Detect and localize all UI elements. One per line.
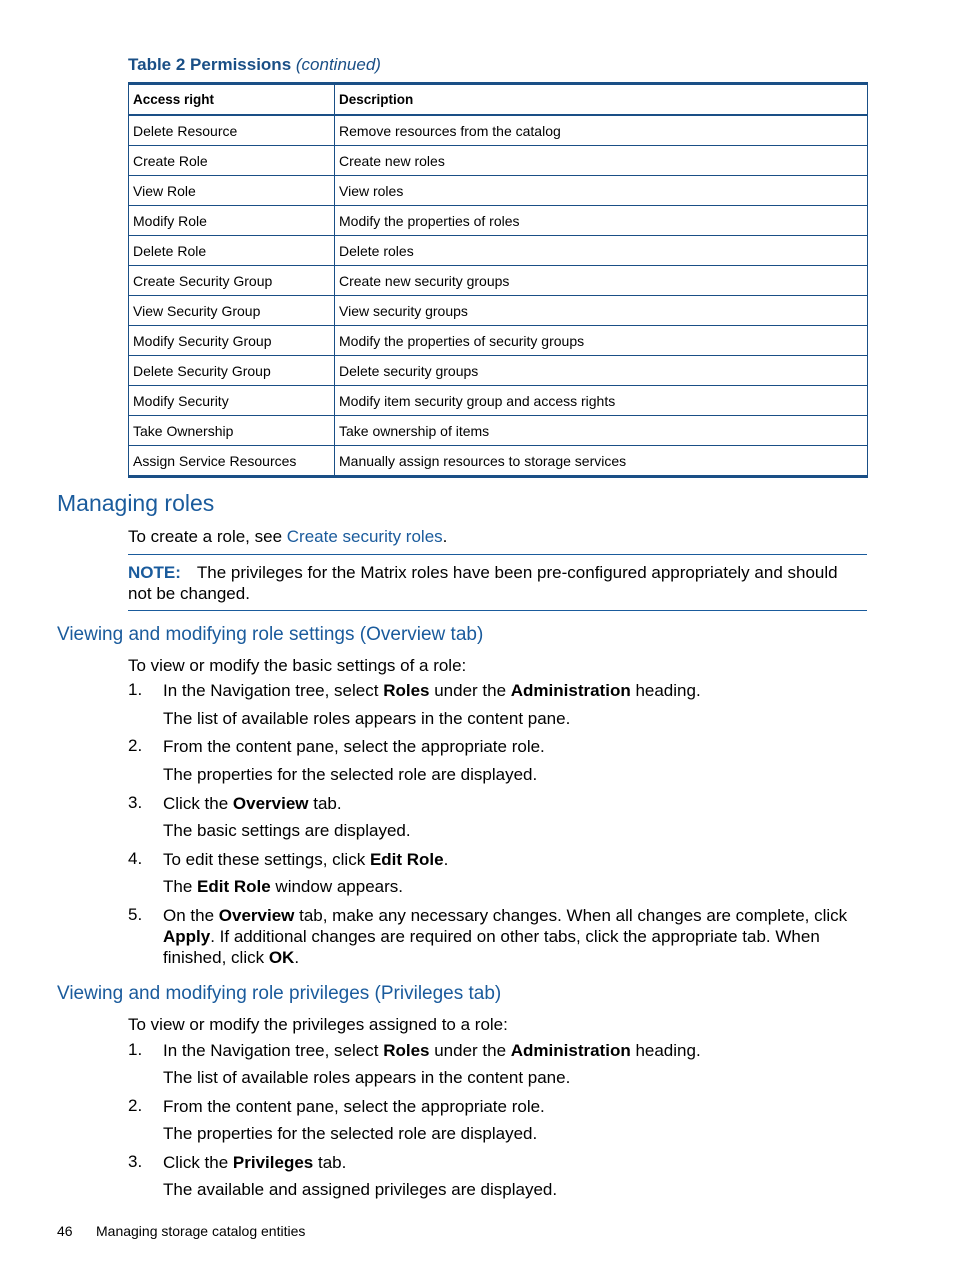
subsection-heading-privileges: Viewing and modifying role privileges (Privileges tab): [57, 983, 502, 1004]
description-cell: View security groups: [335, 296, 868, 326]
footer-section-title: Managing storage catalog entities: [96, 1223, 306, 1239]
table-row: [129, 296, 868, 326]
access-right-cell: Take Ownership: [129, 416, 335, 446]
table-row: [129, 356, 868, 386]
subsection-heading-overview: Viewing and modifying role settings (Overview tab): [57, 624, 484, 645]
description-cell: Remove resources from the catalog: [335, 115, 868, 146]
access-right-cell: View Role: [129, 176, 335, 206]
step-number: 2.: [128, 1096, 143, 1115]
table-row: [129, 446, 868, 477]
description-cell: Create new security groups: [335, 266, 868, 296]
access-right-cell: Assign Service Resources: [129, 446, 335, 477]
overview-step-1-result: The list of available roles appears in the content pane.: [163, 709, 571, 728]
privileges-step-2: From the content pane, select the appropriate role.: [163, 1097, 545, 1116]
privileges-step-1-result: The list of available roles appears in the content pane.: [163, 1068, 571, 1087]
overview-step-4: To edit these settings, click Edit Role.: [163, 850, 449, 869]
table-caption-label: Table 2 Permissions: [128, 55, 292, 74]
column-header-access-right: Access right: [129, 84, 335, 116]
note-bottom-rule: [128, 610, 867, 611]
description-cell: Delete roles: [335, 236, 868, 266]
description-cell: Delete security groups: [335, 356, 868, 386]
description-cell: Create new roles: [335, 146, 868, 176]
step-number: 3.: [128, 793, 143, 812]
description-cell: View roles: [335, 176, 868, 206]
table-row: [129, 326, 868, 356]
overview-step-3-result: The basic settings are displayed.: [163, 821, 411, 840]
table-row: [129, 115, 868, 146]
permissions-table: [128, 82, 868, 478]
access-right-cell: Delete Resource: [129, 115, 335, 146]
page-number: 46: [57, 1223, 73, 1239]
access-right-cell: Delete Role: [129, 236, 335, 266]
section-heading-managing-roles: Managing roles: [57, 490, 215, 516]
create-security-roles-link[interactable]: Create security roles: [286, 527, 443, 546]
table-caption: [128, 55, 381, 75]
access-right-cell: Delete Security Group: [129, 356, 335, 386]
table-header-row: [129, 84, 868, 116]
table-row: [129, 236, 868, 266]
column-header-description: Description: [335, 84, 868, 116]
note-text: The privileges for the Matrix roles have been pre-configured appropriately and should not be changed.: [128, 563, 838, 603]
overview-step-5: On the Overview tab, make any necessary changes. When all changes are complete, click Apply. If additional changes are required on other tabs, click the appropriate tab. When finished, click OK.: [163, 906, 848, 967]
overview-intro: To view or modify the basic settings of a role:: [128, 656, 467, 675]
access-right-cell: Modify Security: [129, 386, 335, 416]
overview-step-3: Click the Overview tab.: [163, 794, 342, 813]
access-right-cell: Create Security Group: [129, 266, 335, 296]
privileges-step-1: In the Navigation tree, select Roles under the Administration heading.: [163, 1041, 701, 1060]
note-box: [128, 562, 858, 604]
privileges-intro: To view or modify the privileges assigned to a role:: [128, 1015, 508, 1034]
access-right-cell: Create Role: [129, 146, 335, 176]
overview-step-2-result: The properties for the selected role are displayed.: [163, 765, 538, 784]
access-right-cell: View Security Group: [129, 296, 335, 326]
description-cell: Modify the properties of security groups: [335, 326, 868, 356]
table-row: [129, 176, 868, 206]
step-number: 1.: [128, 1040, 143, 1059]
description-cell: Modify the properties of roles: [335, 206, 868, 236]
privileges-step-3: Click the Privileges tab.: [163, 1153, 347, 1172]
step-number: 2.: [128, 736, 143, 755]
table-caption-suffix: (continued): [295, 55, 381, 74]
overview-step-1: In the Navigation tree, select Roles under the Administration heading.: [163, 681, 701, 700]
privileges-step-2-result: The properties for the selected role are displayed.: [163, 1124, 538, 1143]
description-cell: Take ownership of items: [335, 416, 868, 446]
step-number: 1.: [128, 680, 143, 699]
table-row: [129, 416, 868, 446]
note-label: NOTE:: [128, 563, 181, 582]
access-right-cell: Modify Security Group: [129, 326, 335, 356]
step-number: 4.: [128, 849, 143, 868]
overview-step-4-result: The Edit Role window appears.: [163, 877, 404, 896]
description-cell: Modify item security group and access rights: [335, 386, 868, 416]
table-row: [129, 266, 868, 296]
access-right-cell: Modify Role: [129, 206, 335, 236]
note-top-rule: [128, 554, 867, 555]
step-number: 3.: [128, 1152, 143, 1171]
privileges-step-3-result: The available and assigned privileges are displayed.: [163, 1180, 558, 1199]
table-row: [129, 146, 868, 176]
managing-intro: [128, 526, 447, 547]
step-number: 5.: [128, 905, 143, 924]
table-row: [129, 206, 868, 236]
overview-step-2: From the content pane, select the appropriate role.: [163, 737, 545, 756]
intro-text: To create a role, see: [128, 527, 287, 546]
description-cell: Manually assign resources to storage services: [335, 446, 868, 477]
intro-period: .: [442, 527, 448, 546]
table-row: [129, 386, 868, 416]
